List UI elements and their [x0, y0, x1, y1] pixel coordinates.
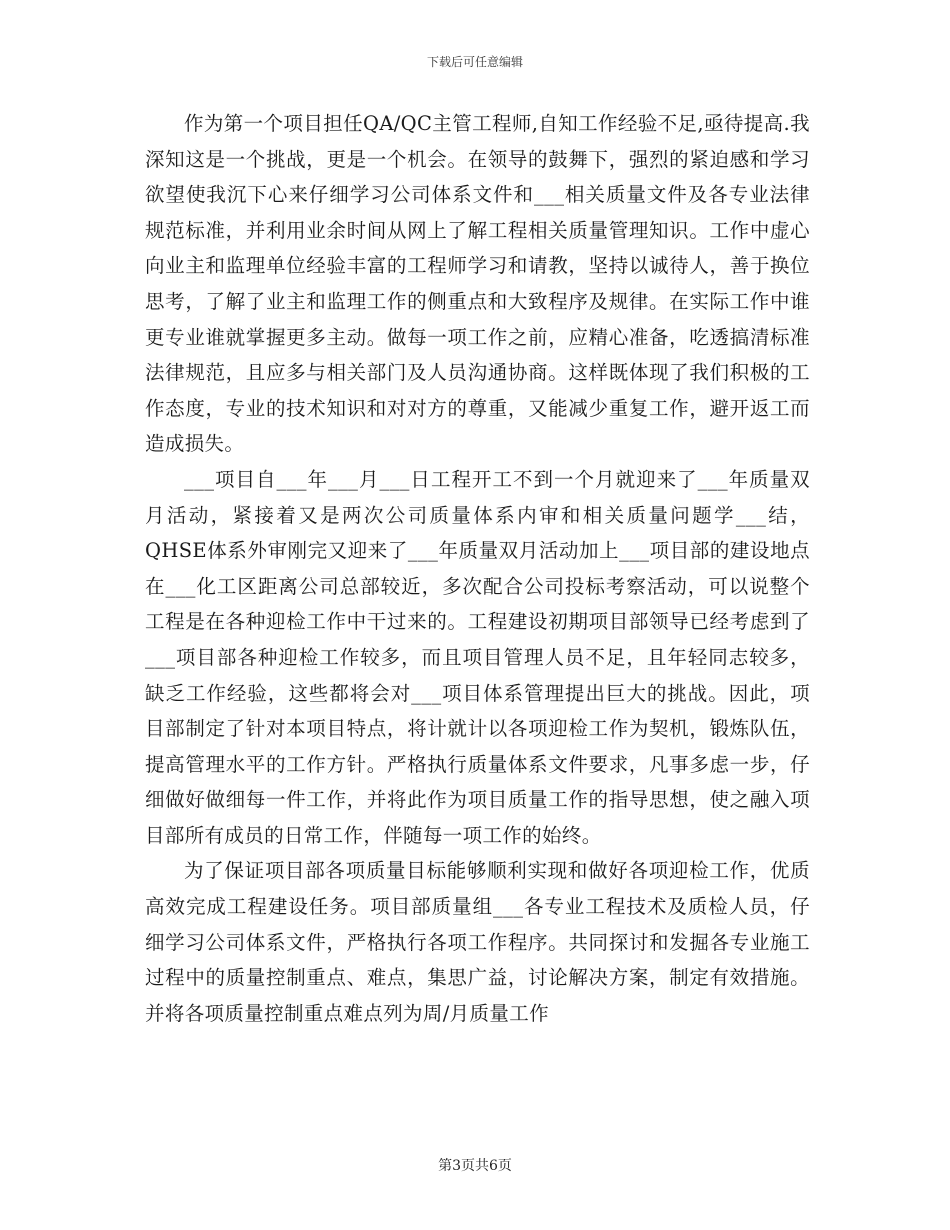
paragraph-2: ___项目自___年___月___日工程开工不到一个月就迎来了___年质量双月活动，紧接着又是两次公司质量体系内审和相关质量问题学___结，QHSE体系外审刚完又迎来了___年质量双月活动加上___项目部的建设地点在___化工区距离公司总部较近，多次配合公司投标考察活动，可以说整个工程是在各种迎检工作中干过来的。工程建设初期项目部领导已经考虑到了___项目部各种迎检工作较多，而且项目管理人员不足，且年轻同志较多，缺乏工作经验，这些都将会对___项目体系管理提出巨大的挑战。因此，项目部制定了针对本项目特点，将计就计以各项迎检工作为契机，锻炼队伍，提高管理水平的工作方针。严格执行质量体系文件要求，凡事多虑一步，仔细做好做细每一件工作，并将此作为项目质量工作的指导思想，使之融入项目部所有成员的日常工作，伴随每一项工作的始终。 [145, 467, 810, 847]
page-header-note: 下载后可任意编辑 [426, 55, 523, 69]
paragraph-1: 作为第一个项目担任QA/QC主管工程师,自知工作经验不足,亟待提高.我深知这是一个挑战，更是一个机会。在领导的鼓舞下，强烈的紧迫感和学习欲望使我沉下心来仔细学习公司体系文件和___相关质量文件及各专业法律规范标准，并利用业余时间从网上了解工程相关质量管理知识。工作中虚心向业主和监理单位经验丰富的工程师学习和请教，坚持以诚待人，善于换位思考，了解了业主和监理工作的侧重点和大致程序及规律。在实际工作中谁更专业谁就掌握更多主动。做每一项工作之前，应精心准备，吃透搞清标准法律规范，且应多与相关部门及人员沟通协商。这样既体现了我们积极的工作态度，专业的技术知识和对对方的尊重，又能减少重复工作，避开返工而造成损失。 [145, 112, 810, 456]
document-body [145, 106, 810, 1031]
paragraph-3: 为了保证项目部各项质量目标能够顺利实现和做好各项迎检工作，优质高效完成工程建设任务。项目部质量组___各专业工程技术及质检人员，仔细学习公司体系文件，严格执行各项工作程序。共同探讨和发掘各专业施工过程中的质量控制重点、难点，集思广益，讨论解决方案，制定有效措施。并将各项质量控制重点难点列为周/月质量工作 [145, 859, 810, 1025]
page-number: 第3页共6页 [438, 1158, 512, 1174]
